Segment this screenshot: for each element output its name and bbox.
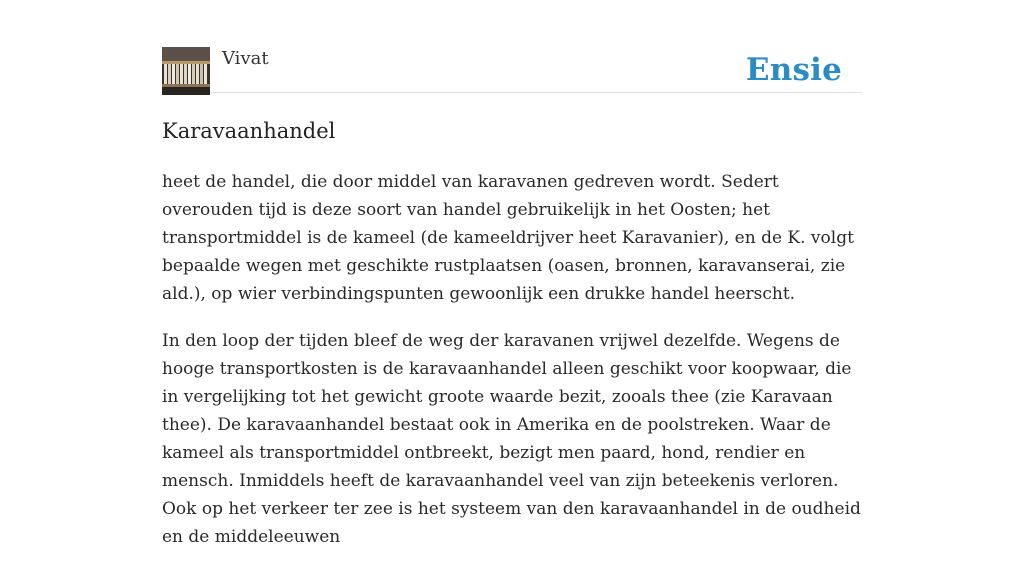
source-avatar[interactable] (162, 47, 210, 95)
book-spines-avatar-icon (162, 47, 210, 95)
article-paragraph: heet de handel, die door middel van karavanen gedreven wordt. Sedert overouden tijd is deze soort van handel gebruikelijk in het Oosten; het transportmiddel is de kameel (de kameeldrijver heet Karavanier), en de K. volgt bepaalde wegen met geschikte rustplaatsen (oasen, bronnen, karavanserai, zie ald.), op wier verbindingspunten gewoonlijk een drukke handel heerscht. (162, 172, 854, 304)
article-paragraph: In den loop der tijden bleef de weg der karavanen vrijwel dezelfde. Wegens de hooge transportkosten is de karavaanhandel alleen geschikt voor koopwaar, die in vergelijking tot het gewicht groote waarde bezit, zooals thee (zie Karavaan thee). De karavaanhandel bestaat ook in Amerika en de poolstreken. Waar de kameel als transportmiddel ontbreekt, bezigt men paard, hond, rendier en mensch. Inmiddels heeft de karavaanhandel veel van zijn beteekenis verloren. Ook op het verkeer ter zee is het systeem van den karavaanhandel in de oudheid en de middeleeuwen (162, 331, 861, 547)
article-title: Karavaanhandel (162, 119, 336, 143)
source-name[interactable]: Vivat (222, 48, 269, 69)
article-body (162, 168, 872, 570)
brand-logo[interactable]: Ensie (745, 52, 842, 88)
page-header (162, 46, 862, 93)
